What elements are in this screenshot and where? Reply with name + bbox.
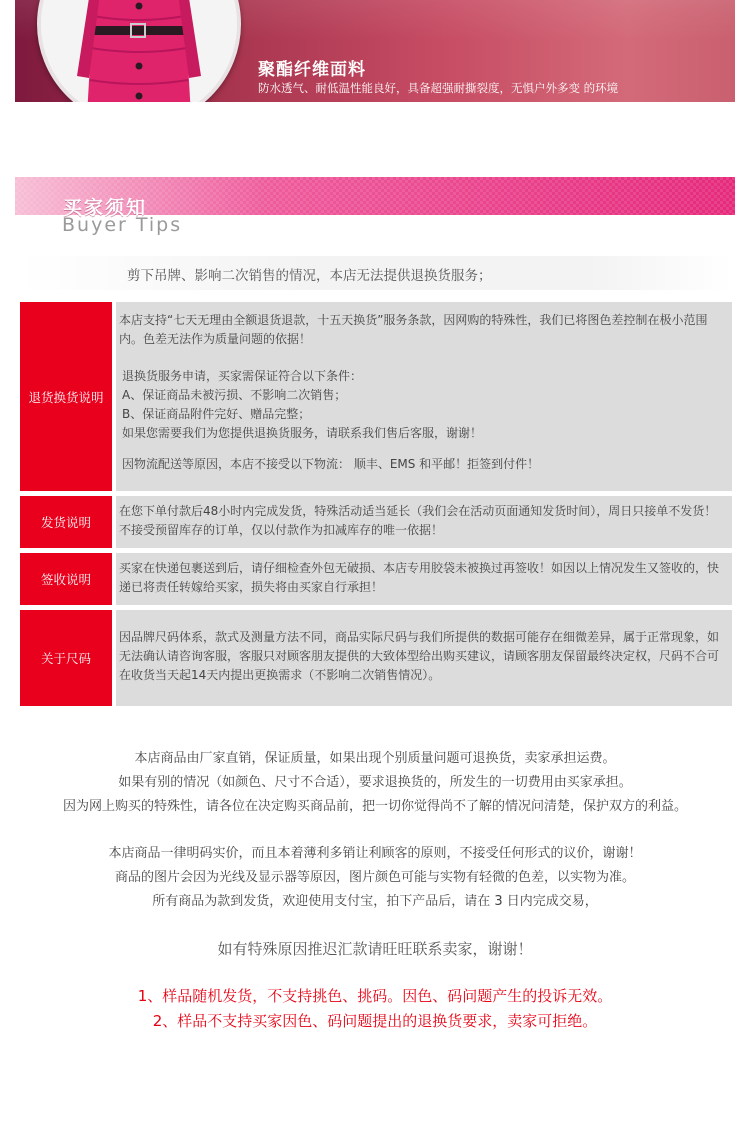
note-line-4: 本店商品一律明码实价，而且本着薄利多销让利顾客的原则，不接受任何形式的议价，谢谢！: [108, 846, 642, 861]
receipt-body: [116, 553, 732, 605]
returns-condition-b: B、保证商品附件完好、赠品完整；: [122, 407, 311, 421]
logistics-exclusion-text: 因物流配送等原因，本店不接受以下物流： 顺丰、EMS 和平邮！拒签到付件！: [122, 457, 540, 471]
fabric-banner: [15, 0, 735, 102]
banner-description: 防水透气、耐低温性能良好，具备超强耐撕裂度，无惧户外多变 的环境: [258, 81, 619, 95]
returns-contact-text: 如果您需要我们为您提供退换货服务，请联系我们售后客服，谢谢！: [122, 426, 483, 440]
returns-label: 退货换货说明: [20, 302, 112, 491]
buyer-tips-title: 买家须知: [63, 197, 148, 219]
banner-title: 聚酯纤维面料: [258, 60, 366, 80]
coat-photo: [37, 0, 241, 102]
returns-condition-a: A、保证商品未被污损、不影响二次销售；: [122, 388, 347, 402]
sample-note-1: 1、样品随机发货，不支持挑色、挑码。因色、码问题产生的投诉无效。: [137, 987, 613, 1005]
note-line-5: 商品的图片会因为光线及显示器等原因，图片颜色可能与实物有轻微的色差，以实物为准。: [114, 870, 635, 885]
note-line-1: 本店商品由厂家直销，保证质量，如果出现个别质量问题可退换货，卖家承担运费。: [134, 751, 616, 766]
returns-conditions-intro: 退换货服务申请，买家需保证符合以下条件：: [122, 369, 363, 383]
shipping-label: 发货说明: [20, 496, 112, 548]
coat-illustration: [41, 0, 237, 102]
shipping-text: 在您下单付款后48小时内完成发货，特殊活动适当延长（我们会在活动页面通知发货时间），周日只接单不发货！不接受预留库存的订单，仅以付款作为扣减库存的唯一依据！: [119, 504, 717, 537]
buyer-tips-subtitle: Buyer Tips: [62, 214, 183, 236]
note-line-3: 因为网上购买的特殊性，请各位在决定购买商品前，把一切你觉得尚不了解的情况问清楚，保护双方的利益。: [62, 799, 687, 814]
shipping-body: [116, 496, 732, 548]
sizing-body: [116, 610, 732, 706]
note-line-2: 如果有别的情况（如颜色、尺寸不合适），要求退换货的，所发生的一切费用由买家承担。: [118, 775, 632, 790]
note-line-6: 所有商品为款到发货，欢迎使用支付宝，拍下产品后，请在 3 日内完成交易，: [152, 894, 598, 909]
contact-note: 如有特殊原因推迟汇款请旺旺联系卖家，谢谢！: [217, 940, 533, 958]
sizing-label: 关于尺码: [20, 610, 112, 706]
sample-note-2: 2、样品不支持买家因色、码问题提出的退换货要求，卖家可拒绝。: [152, 1012, 598, 1030]
receipt-text: 买家在快递包裹送到后，请仔细检查外包无破损、本店专用胶袋未被换过再签收！如因以上情况发生又签收的，快递已将责任转嫁给买家，损失将由买家自行承担！: [119, 561, 720, 594]
returns-policy-text: 本店支持“七天无理由全额退货退款，十五天换货”服务条款，因网购的特殊性，我们已将图色差控制在极小范围内。色差无法作为质量问题的依据！: [119, 313, 708, 346]
tag-removal-notice: 剪下吊牌、影响二次销售的情况，本店无法提供退换货服务；: [127, 268, 492, 284]
sizing-text: 因品牌尺码体系，款式及测量方法不同，商品实际尺码与我们所提供的数据可能存在细微差异，属于正常现象，如无法确认请咨询客服，客服只对顾客朋友提供的大致体型给出购买建议，请顾客朋友保留最终决定权，尺码不合可在收货当天起14天内提出更换需求（不影响二次销售情况）。: [119, 630, 720, 682]
receipt-label: 签收说明: [20, 553, 112, 605]
returns-body: [116, 302, 732, 491]
